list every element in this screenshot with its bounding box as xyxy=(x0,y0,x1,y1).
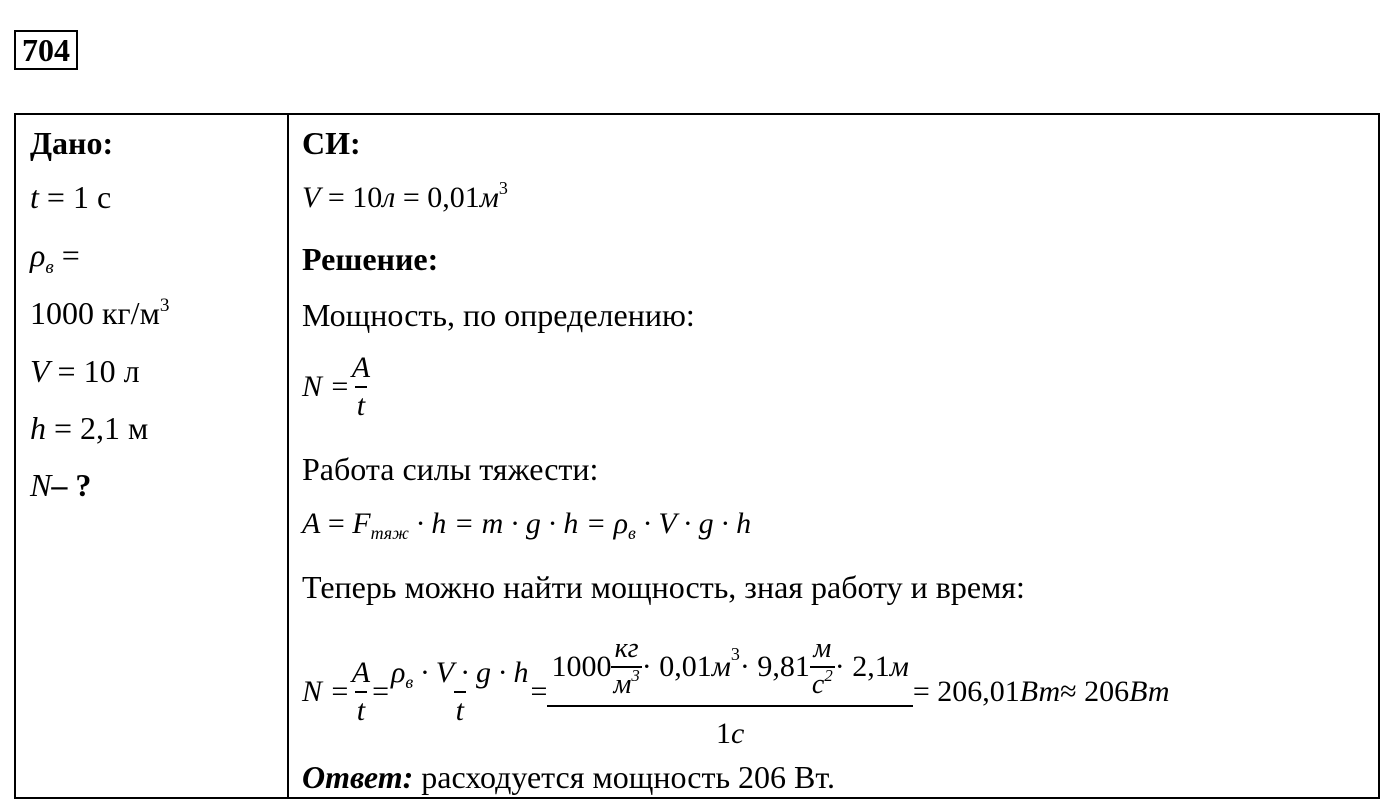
given-height: h = 2,1 м xyxy=(30,410,149,446)
work-text: Работа силы тяжести: xyxy=(302,451,599,487)
answer-text: расходуется мощность 206 Вт. xyxy=(413,759,835,795)
big-fraction: 1000 $\frac{кг}{м^3}$ · 0,01 м $^3$ · 9,81 $\frac{м}{с^2}$ · 2,1 м 1с xyxy=(547,635,912,749)
problem-number: 704 xyxy=(14,30,78,70)
solution-header: Решение: xyxy=(302,241,439,277)
fraction-a-over-t: $\frac{A}{t}$ xyxy=(351,351,371,422)
given-density: $\rho_в$ = xyxy=(30,237,80,278)
answer-label: Ответ: xyxy=(302,759,414,795)
given-time: t = 1 с xyxy=(30,179,112,215)
work-formula: $A = F_{тяж} \cdot h = m \cdot g \cdot h = \rho_в \cdot V \cdot g \cdot h$ xyxy=(302,507,752,544)
column-divider xyxy=(287,115,289,797)
si-volume-conversion: $V = 10л = 0,01м^3$ xyxy=(302,178,508,214)
solution-table xyxy=(14,113,1380,799)
power-definition-text: Мощность, по определению: xyxy=(302,297,695,333)
given-density-value: 1000 $кг/м^3$ xyxy=(30,294,170,331)
given-header: Дано: xyxy=(30,125,114,161)
given-volume: V = 10 л xyxy=(30,353,140,389)
answer-line xyxy=(302,761,835,793)
power-formula: N = $\frac{A}{t}$ xyxy=(302,351,371,422)
now-text: Теперь можно найти мощность, зная работу и время: xyxy=(302,569,1025,605)
given-unknown: N– ? xyxy=(30,467,92,503)
power-calculation: N = $\frac{A}{t}$ = $\frac{\rho_в \cdot V \cdot g \cdot h}{t}$ = 1000 $\frac{кг}{м^3}$ · 0,01 м $^3$ · 9,81 $\frac{м}{с^2}$ · 2,1 м 1с = 206,01 Вт ≈ 206 Вт xyxy=(302,633,1170,750)
si-header: СИ: xyxy=(302,125,361,161)
